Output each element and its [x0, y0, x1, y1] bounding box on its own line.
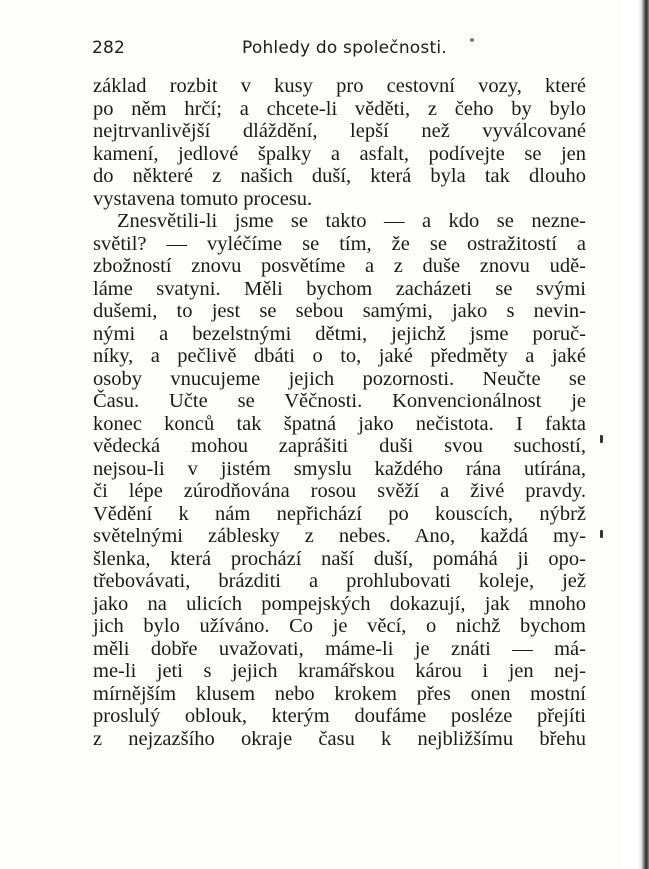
text-line: měli dobře uvažovati, máme-li je znáti — má- — [93, 637, 586, 660]
text-line: světil? — vyléčíme se tím, že se ostražitostí a — [93, 232, 586, 255]
text-line: světelnými záblesky z nebes. Ano, každá my- — [93, 525, 586, 547]
text-line: vystavena tomuto procesu. — [93, 187, 313, 210]
text-line: nejsou-li v jistém smyslu každého rána utírána, — [93, 457, 586, 480]
text-line: jich bylo užíváno. Co je věcí, o nichž bychom — [93, 615, 586, 637]
text-line: láme svatyni. Měli bychom zacházeti se svými — [93, 277, 586, 300]
text-line: třebovávati, brázditi a prohlubovati koleje, jež — [93, 570, 586, 592]
text-line: do některé z našich duší, která byla tak dlouho — [93, 165, 586, 187]
text-line: z nejzazšího okraje času k nejbližšímu břehu — [93, 727, 586, 750]
text-line: nejtrvanlivější dláždění, lepší než vyválcované — [93, 120, 586, 142]
running-head: Pohledy do společnosti. — [242, 38, 447, 58]
text-line: kamení, jedlové špalky a asfalt, podívejte se jen — [93, 142, 586, 165]
print-speck — [470, 38, 474, 42]
text-line: osoby vnucujeme jejich pozornosti. Neučte se — [93, 367, 586, 390]
text-line: konec konců tak špatná jako nečistota. I fakta — [93, 412, 586, 435]
margin-mark — [600, 530, 603, 538]
text-line: šlenka, která prochází naší duší, pomáhá ji opo- — [93, 547, 586, 570]
margin-mark — [600, 435, 603, 443]
text-line: proslulý oblouk, kterým doufáme posléze přejíti — [93, 705, 586, 727]
page-header — [92, 38, 452, 64]
text-line: me-li jeti s jejich kramářskou károu i jen nej- — [93, 660, 586, 682]
text-line: mírnějším klusem nebo krokem přes onen mostní — [93, 682, 586, 705]
text-line: nými a bezelstnými dětmi, jejichž jsme poruč- — [93, 322, 586, 345]
page-edge-shadow — [623, 0, 649, 869]
text-line: či lépe zúrodňována rosou svěží a živé pravdy. — [93, 480, 586, 502]
text-line: zbožností znovu posvětíme a z duše znovu udě- — [93, 255, 586, 277]
text-line: dušemi, to jest se sebou samými, jako s nevin- — [93, 300, 586, 322]
text-line: níky, a pečlivě dbáti o to, jaké předměty a jaké — [93, 345, 586, 367]
text-line: vědecká mohou zaprášiti duši svou suchostí, — [93, 435, 586, 457]
text-line: základ rozbit v kusy pro cestovní vozy, které — [93, 75, 586, 97]
text-line: Znesvětili-li jsme se takto — a kdo se nezne- — [117, 210, 586, 232]
text-line: po něm hrčí; a chcete-li věděti, z čeho by bylo — [93, 97, 586, 120]
page-number: 282 — [92, 38, 126, 58]
text-line: Času. Učte se Věčnosti. Konvencionálnost je — [93, 390, 586, 412]
body-text — [93, 75, 586, 750]
text-line: Vědění k nám nepřichází po kouscích, nýbrž — [93, 502, 586, 525]
text-line: jako na ulicích pompejských dokazují, jak mnoho — [93, 592, 586, 615]
